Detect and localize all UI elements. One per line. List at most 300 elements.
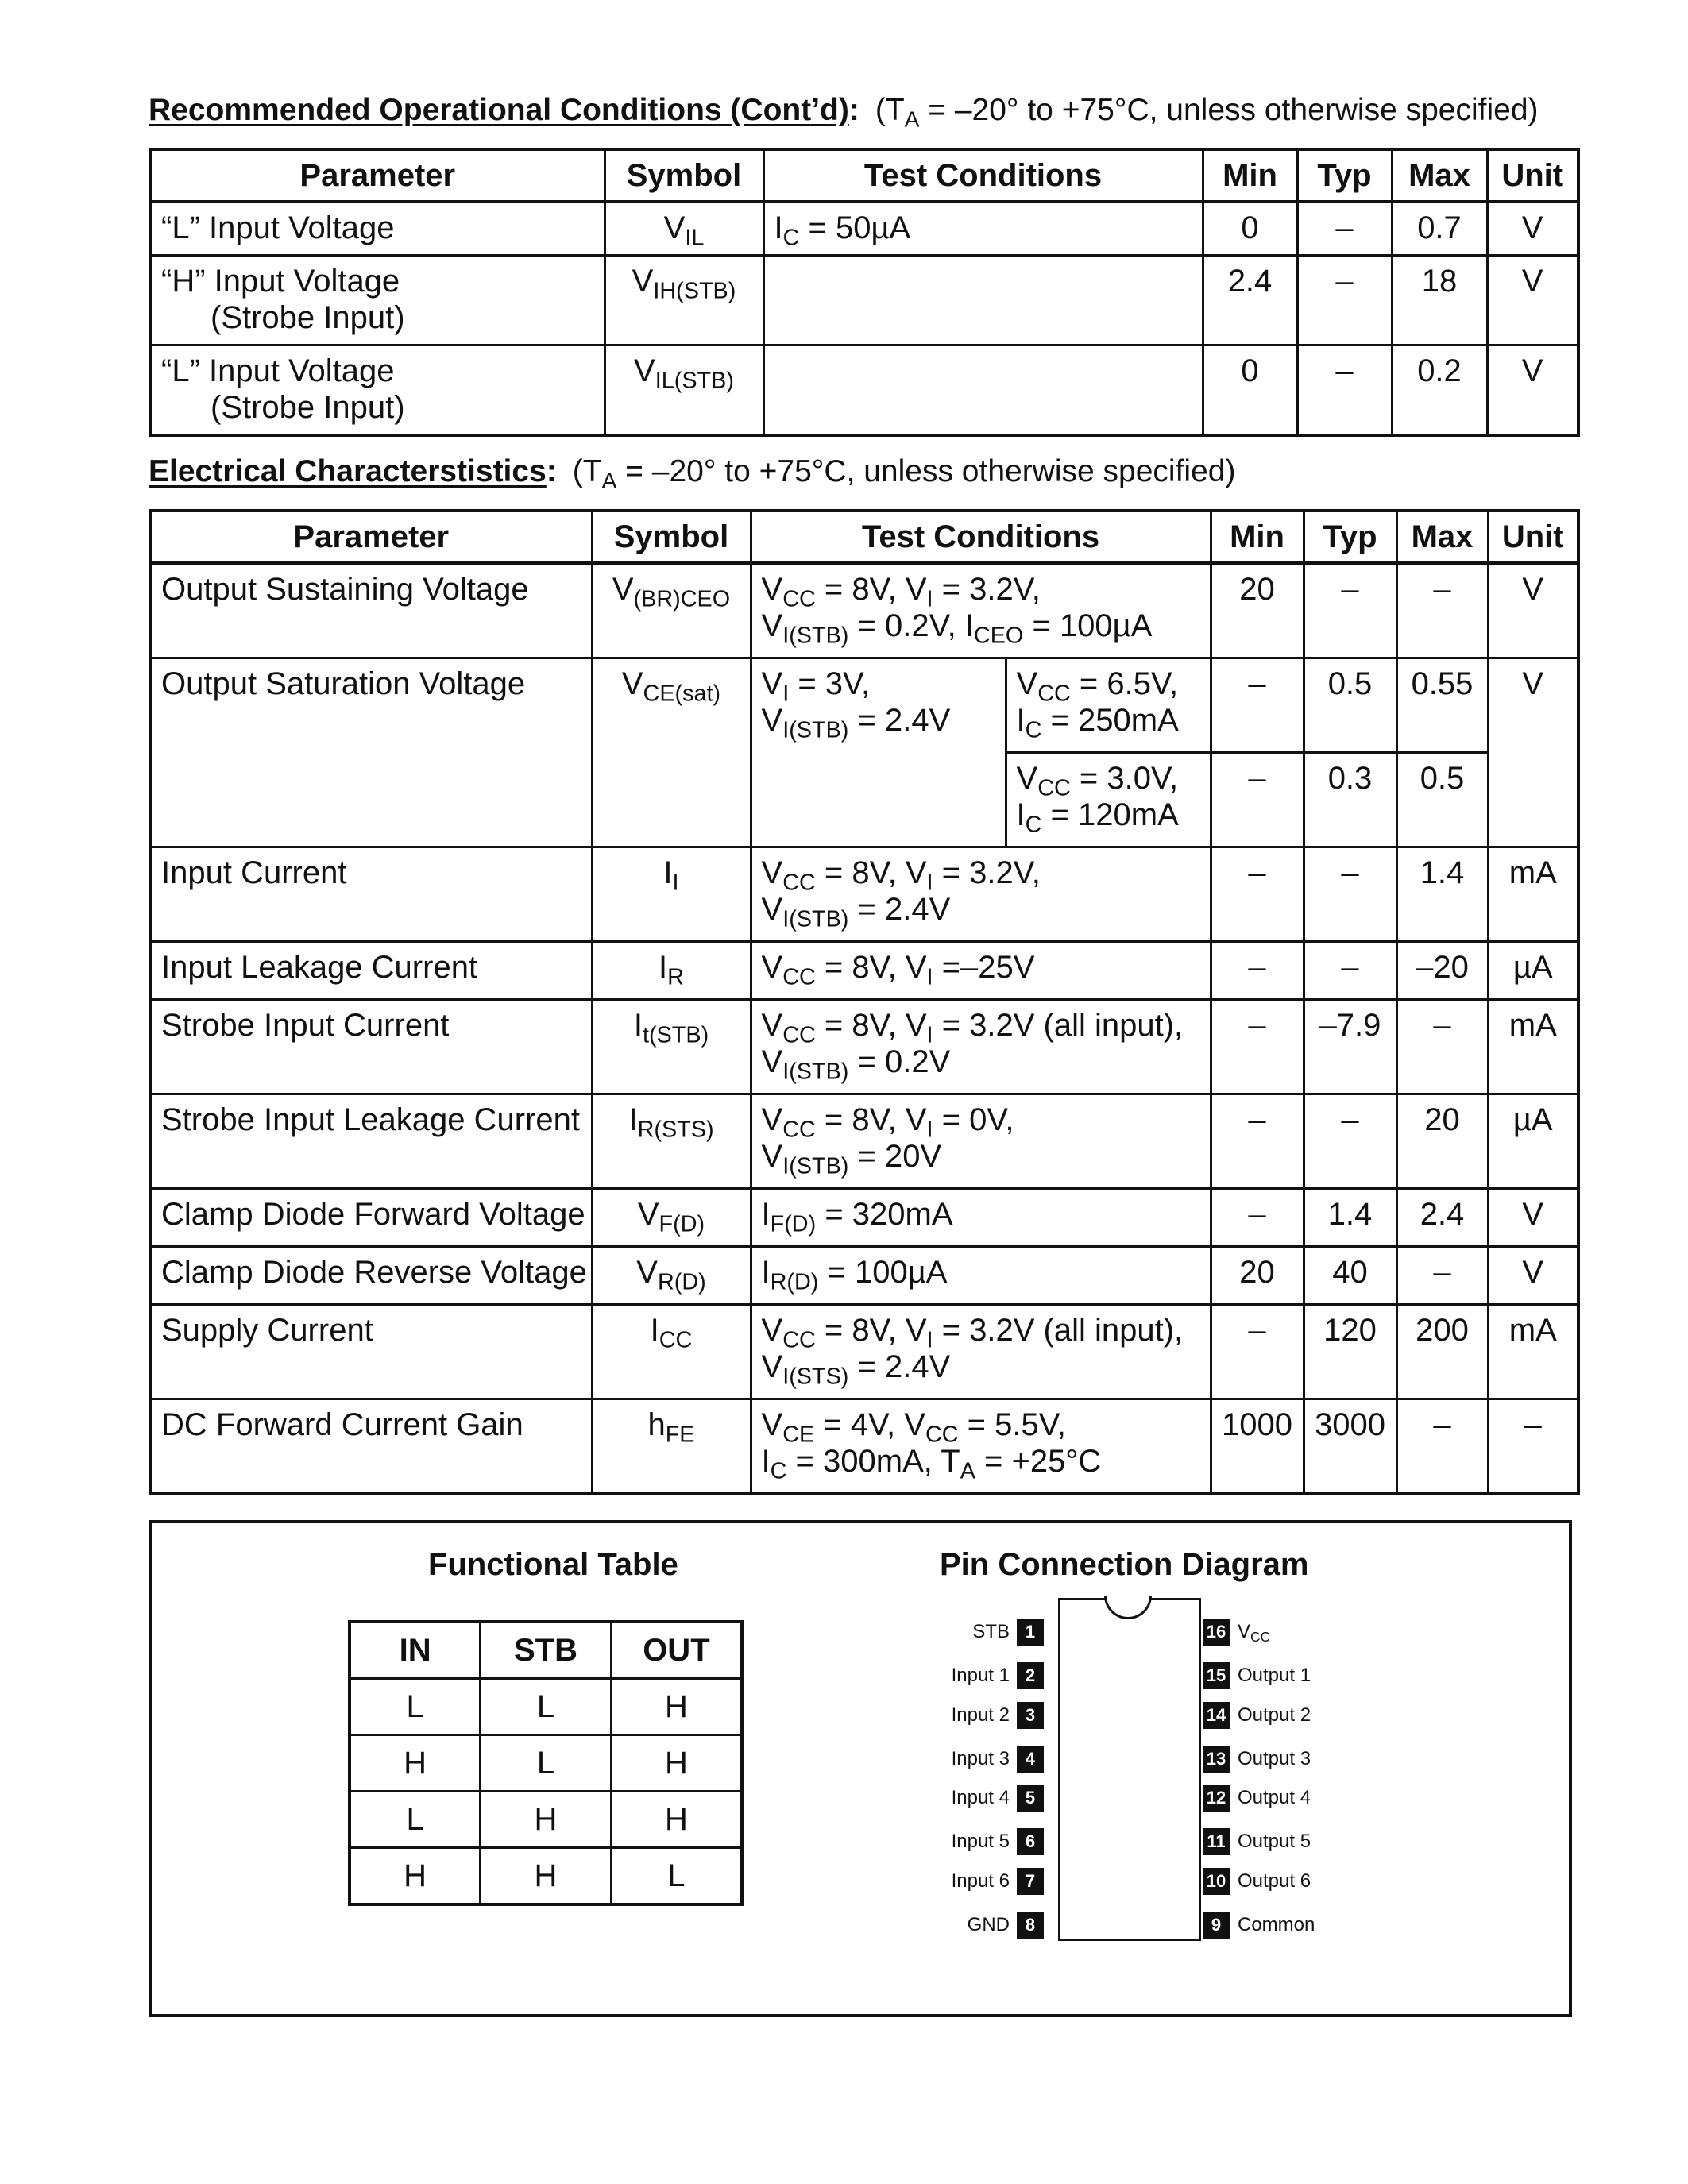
min-cell: 20: [1211, 1247, 1304, 1305]
cond-text: = 3.0V,: [1070, 761, 1179, 796]
table-cell: H: [611, 1735, 742, 1792]
max-cell: 0.55: [1396, 658, 1488, 753]
cond-text: = 5.5V,: [958, 1407, 1066, 1442]
cond-text: = 8V, V: [815, 1313, 927, 1348]
pin-number: 16: [1203, 1619, 1230, 1646]
pin-number: 2: [1017, 1662, 1044, 1689]
cond-text: = 3.2V,: [933, 572, 1041, 607]
cond-text: V: [1016, 666, 1038, 701]
functional-table: [348, 1620, 744, 1906]
typ-cell: –: [1297, 202, 1392, 256]
pin-label: [1238, 1662, 1311, 1689]
cond-text: = 3.2V (all input),: [933, 1008, 1184, 1043]
table-cell: H: [350, 1735, 481, 1792]
cond-text: V: [761, 703, 783, 738]
typ-cell: –7.9: [1304, 1000, 1396, 1094]
condition-line: [761, 1044, 1200, 1085]
cond-text: V: [761, 1139, 783, 1174]
table-row: [150, 942, 1578, 1000]
param-cell: Output Saturation Voltage: [150, 658, 592, 847]
pin-label-text: Output 5: [1238, 1831, 1311, 1852]
pin-label-text: V: [1238, 1621, 1251, 1642]
unit-cell: V: [1488, 658, 1578, 847]
cond-text: = 20V: [848, 1139, 942, 1174]
cond-text: I: [774, 210, 783, 245]
condition-cell: [751, 563, 1211, 658]
table-cell: H: [350, 1848, 481, 1905]
col-max: Max: [1396, 511, 1488, 563]
cond-text: =–25V: [933, 950, 1035, 985]
table-row: [150, 1247, 1578, 1305]
symbol-cell: [592, 847, 751, 942]
table-row: [150, 1305, 1578, 1399]
condition-cell: [751, 1399, 1211, 1495]
cond-sub: I: [782, 681, 790, 707]
pin-label-text: Output 2: [1238, 1704, 1311, 1726]
unit-cell: V: [1488, 1247, 1578, 1305]
symbol-sub: R(D): [657, 1269, 706, 1295]
pin-label: GND: [967, 1914, 1010, 1935]
max-cell: 2.4: [1396, 1189, 1488, 1247]
condition-line: [761, 571, 1200, 612]
param-cell: Clamp Diode Forward Voltage: [150, 1189, 592, 1247]
col-in: IN: [350, 1622, 481, 1679]
recommended-cond-sub: A: [904, 106, 920, 132]
electrical-cond-post: = –20° to +75°C, unless otherwise specified): [616, 454, 1236, 488]
pin-number: 5: [1017, 1785, 1044, 1812]
recommended-title: Recommended Operational Conditions (Cont’d): [149, 93, 849, 127]
table-row: [150, 1189, 1578, 1247]
cond-text: = 8V, V: [815, 855, 927, 890]
condition-cell: [1006, 658, 1211, 753]
pin-number: 7: [1017, 1868, 1044, 1895]
pin-label: [1238, 1912, 1315, 1939]
cond-sub: I(STS): [782, 1364, 849, 1390]
col-symbol: Symbol: [605, 149, 763, 202]
cond-text: = 8V, V: [815, 1008, 927, 1043]
max-cell: –: [1396, 1000, 1488, 1094]
condition-line: [761, 1102, 1200, 1143]
cond-text: V: [761, 1407, 783, 1442]
typ-cell: –: [1304, 563, 1396, 658]
pin-label-text: Common: [1238, 1914, 1315, 1935]
table-cell: H: [611, 1792, 742, 1848]
symbol-cell: [592, 1399, 751, 1495]
cond-sub: CC: [782, 1022, 816, 1048]
recommended-cond-pre: (T: [875, 93, 905, 127]
cond-text: I: [761, 1255, 771, 1290]
cond-text: V: [761, 666, 783, 701]
symbol-sub: IL: [685, 225, 705, 251]
typ-cell: –: [1304, 1094, 1396, 1189]
condition-line: [761, 855, 1200, 896]
cond-text: V: [761, 892, 783, 927]
col-min: Min: [1203, 149, 1297, 202]
param-cell: Input Current: [150, 847, 592, 942]
cond-text: = 3.2V (all input),: [933, 1313, 1184, 1348]
table-row: [350, 1792, 742, 1848]
cond-sub: I(STB): [782, 717, 849, 743]
symbol-sub: t(STB): [642, 1022, 709, 1048]
typ-cell: –: [1297, 345, 1392, 436]
cond-text: = 100µA: [1023, 608, 1153, 643]
condition-line: [761, 702, 995, 743]
table-row: [350, 1848, 742, 1905]
typ-cell: –: [1297, 256, 1392, 345]
electrical-characteristics-heading: [149, 452, 1235, 492]
col-parameter: Parameter: [150, 149, 605, 202]
cond-sub: F(D): [770, 1211, 817, 1237]
condition-line: [1016, 760, 1200, 801]
pin-label: [1238, 1785, 1311, 1812]
cond-text: = 0.2V, I: [848, 608, 974, 643]
symbol-cell: [592, 1000, 751, 1094]
unit-cell: V: [1488, 563, 1578, 658]
cond-sub: CC: [782, 1327, 816, 1353]
symbol-text: V: [621, 666, 643, 701]
cond-sub: A: [960, 1458, 975, 1484]
symbol-cell: [605, 345, 763, 436]
min-cell: –: [1211, 658, 1304, 753]
cond-sub: I(STB): [782, 1059, 849, 1085]
pin-number: 4: [1017, 1746, 1044, 1773]
max-cell: –: [1396, 563, 1488, 658]
unit-cell: mA: [1488, 847, 1578, 942]
param-cell: Output Sustaining Voltage: [150, 563, 592, 658]
table-row: [150, 202, 1578, 256]
typ-cell: 120: [1304, 1305, 1396, 1399]
table-cell: L: [350, 1792, 481, 1848]
symbol-cell: [592, 1189, 751, 1247]
max-cell: –: [1396, 1247, 1488, 1305]
cond-text: = 6.5V,: [1070, 666, 1179, 701]
min-cell: 20: [1211, 563, 1304, 658]
cond-sub: CC: [782, 1117, 816, 1143]
typ-cell: –: [1304, 942, 1396, 1000]
pin-label: Input 2: [951, 1704, 1010, 1726]
pin-label-text: Output 3: [1238, 1748, 1311, 1769]
cond-text: I: [1016, 797, 1026, 832]
cond-text: V: [761, 1008, 783, 1043]
cond-text: = 100µA: [818, 1255, 948, 1290]
table-cell: L: [350, 1679, 481, 1735]
condition-cell: [751, 1000, 1211, 1094]
condition-cell: [751, 1305, 1211, 1399]
condition-line: [1016, 702, 1200, 743]
condition-cell: [751, 847, 1211, 942]
param-cell: DC Forward Current Gain: [150, 1399, 592, 1495]
pin-number: 15: [1203, 1662, 1230, 1689]
symbol-sub: IH(STB): [653, 278, 736, 304]
symbol-text: V: [632, 264, 654, 299]
cond-text: V: [761, 855, 783, 890]
table-row: [150, 1000, 1578, 1094]
param-cell: Supply Current: [150, 1305, 592, 1399]
recommended-conditions-table: [149, 148, 1580, 437]
symbol-text: I: [663, 855, 673, 890]
table-cell: L: [481, 1735, 612, 1792]
pin-label: STB: [972, 1621, 1010, 1642]
condition-line: [1016, 666, 1200, 707]
typ-cell: 3000: [1304, 1399, 1396, 1495]
cond-text: V: [1016, 761, 1038, 796]
unit-cell: mA: [1488, 1000, 1578, 1094]
cond-sub: CC: [782, 870, 816, 896]
condition-line: [761, 1196, 1200, 1237]
electrical-cond-pre: (T: [572, 454, 602, 488]
electrical-characteristics-table: [149, 509, 1580, 1495]
pin-number: 14: [1203, 1702, 1230, 1729]
condition-line: [761, 1138, 1200, 1179]
table-row: [150, 658, 1578, 753]
cond-sub: R(D): [770, 1269, 819, 1295]
pin-label: Input 4: [951, 1787, 1010, 1808]
condition-line: [761, 1349, 1200, 1390]
cond-sub: I(STB): [782, 1153, 849, 1179]
cond-text: = 320mA: [816, 1197, 953, 1232]
cond-text: = 50µA: [799, 210, 911, 245]
cond-text: V: [761, 1313, 783, 1348]
symbol-text: I: [633, 1008, 643, 1043]
condition-line: [761, 666, 995, 707]
symbol-sub: F(D): [659, 1211, 705, 1237]
symbol-text: V: [637, 1197, 659, 1232]
min-cell: –: [1211, 942, 1304, 1000]
pin-label: [1238, 1868, 1311, 1895]
table-row: [150, 256, 1578, 345]
pin-label: [1238, 1619, 1270, 1646]
min-cell: 0: [1203, 202, 1297, 256]
param-text: “L” Input Voltage: [161, 353, 395, 388]
min-cell: 0: [1203, 345, 1297, 436]
cond-sub: CC: [782, 586, 816, 612]
col-unit: Unit: [1488, 511, 1578, 563]
pin-number: 1: [1017, 1619, 1044, 1646]
cond-text: = 2.4V: [848, 1349, 951, 1384]
unit-cell: –: [1488, 1399, 1578, 1495]
condition-cell: [751, 942, 1211, 1000]
table-cell: L: [611, 1848, 742, 1905]
recommended-conditions-heading: [149, 91, 1539, 130]
max-cell: 0.5: [1396, 753, 1488, 847]
cond-sub: CC: [1037, 775, 1071, 801]
cond-text: I: [761, 1197, 771, 1232]
pin-number: 8: [1017, 1912, 1044, 1939]
recommended-cond-post: = –20° to +75°C, unless otherwise specified): [919, 93, 1539, 127]
symbol-text: V: [634, 353, 655, 388]
col-unit: Unit: [1487, 149, 1578, 202]
param-note: (Strobe Input): [211, 300, 405, 335]
pin-number: 3: [1017, 1702, 1044, 1729]
condition-line: [761, 608, 1200, 649]
unit-cell: µA: [1488, 1094, 1578, 1189]
symbol-cell: [592, 563, 751, 658]
cond-sub: C: [782, 225, 800, 251]
col-out: OUT: [611, 1622, 742, 1679]
cond-text: I: [761, 1444, 771, 1479]
symbol-sub: (BR)CEO: [633, 586, 731, 612]
table-cell: L: [481, 1679, 612, 1735]
max-cell: 18: [1392, 256, 1487, 345]
pin-label: [1238, 1746, 1311, 1773]
col-typ: Typ: [1304, 511, 1396, 563]
ic-package: [1058, 1598, 1201, 1941]
condition-cell: [1006, 753, 1211, 847]
unit-cell: V: [1487, 345, 1578, 436]
condition-line: [1016, 797, 1200, 838]
pin-label-text: Output 6: [1238, 1870, 1311, 1892]
symbol-text: V: [612, 572, 634, 607]
cond-sub: I: [926, 1117, 933, 1143]
cond-sub: I: [926, 964, 933, 990]
pin-label: Input 5: [951, 1831, 1010, 1852]
param-cell: Input Leakage Current: [150, 942, 592, 1000]
condition-line: [761, 1007, 1200, 1048]
max-cell: 20: [1396, 1094, 1488, 1189]
param-cell: Strobe Input Current: [150, 1000, 592, 1094]
table-cell: H: [481, 1848, 612, 1905]
pin-number: 9: [1203, 1912, 1230, 1939]
pin-number: 12: [1203, 1785, 1230, 1812]
symbol-sub: CE(sat): [643, 681, 721, 707]
cond-text: V: [761, 572, 783, 607]
condition-cell: [751, 1094, 1211, 1189]
symbol-sub: FE: [665, 1422, 695, 1448]
functional-table-title: Functional Table: [428, 1547, 678, 1582]
unit-cell: mA: [1488, 1305, 1578, 1399]
pin-label: [1238, 1828, 1311, 1855]
cond-text: = 2.4V: [848, 892, 951, 927]
pin-label: [1238, 1702, 1311, 1729]
col-test-conditions: Test Conditions: [763, 149, 1203, 202]
symbol-cell: [592, 1094, 751, 1189]
condition-line: [761, 1443, 1200, 1484]
condition-cell: [763, 345, 1203, 436]
symbol-cell: [605, 256, 763, 345]
cond-text: = 0V,: [933, 1102, 1014, 1137]
condition-cell: [763, 202, 1203, 256]
typ-cell: 1.4: [1304, 1189, 1396, 1247]
col-test-conditions: Test Conditions: [751, 511, 1211, 563]
cond-text: = 300mA, T: [786, 1444, 960, 1479]
cond-sub: CC: [925, 1422, 959, 1448]
unit-cell: V: [1487, 202, 1578, 256]
cond-sub: CC: [1037, 681, 1071, 707]
param-text: “L” Input Voltage: [161, 210, 395, 245]
cond-text: V: [761, 1044, 783, 1079]
pin-label-text: Output 1: [1238, 1665, 1311, 1686]
table-row: [350, 1679, 742, 1735]
col-parameter: Parameter: [150, 511, 592, 563]
symbol-sub: IL(STB): [655, 368, 734, 394]
cond-sub: C: [770, 1458, 787, 1484]
cond-text: V: [761, 1349, 783, 1384]
symbol-sub: R: [667, 964, 684, 990]
pin-label: Input 1: [951, 1665, 1010, 1686]
symbol-cell: [592, 942, 751, 1000]
symbol-text: h: [647, 1407, 666, 1442]
cond-text: = +25°C: [975, 1444, 1102, 1479]
table-header-row: [350, 1622, 742, 1679]
col-stb: STB: [481, 1622, 612, 1679]
cond-sub: I: [926, 1022, 933, 1048]
electrical-cond-sub: A: [601, 468, 617, 493]
cond-sub: I(STB): [782, 906, 849, 932]
condition-line: [761, 1312, 1200, 1353]
max-cell: 0.7: [1392, 202, 1487, 256]
max-cell: 1.4: [1396, 847, 1488, 942]
cond-text: = 8V, V: [815, 572, 927, 607]
symbol-sub: I: [672, 870, 679, 896]
pin-diagram-title: Pin Connection Diagram: [940, 1547, 1309, 1582]
param-cell: Strobe Input Leakage Current: [150, 1094, 592, 1189]
symbol-cell: [592, 658, 751, 847]
unit-cell: V: [1488, 1189, 1578, 1247]
table-cell: H: [611, 1679, 742, 1735]
table-row: [350, 1735, 742, 1792]
pin-label-sub: CC: [1250, 1629, 1270, 1646]
condition-cell: [763, 256, 1203, 345]
cond-text: V: [761, 950, 783, 985]
pin-number: 11: [1203, 1828, 1230, 1855]
table-row: [150, 847, 1578, 942]
table-row: [150, 1094, 1578, 1189]
symbol-text: I: [659, 950, 668, 985]
max-cell: 200: [1396, 1305, 1488, 1399]
table-row: [150, 563, 1578, 658]
pin-number: 13: [1203, 1746, 1230, 1773]
cond-sub: CEO: [973, 623, 1024, 649]
col-min: Min: [1211, 511, 1304, 563]
electrical-title: Electrical Characterstistics: [149, 454, 547, 488]
symbol-sub: R(STS): [637, 1117, 714, 1143]
cond-text: = 8V, V: [815, 950, 927, 985]
max-cell: 0.2: [1392, 345, 1487, 436]
condition-line: [761, 1254, 1200, 1295]
min-cell: 1000: [1211, 1399, 1304, 1495]
cond-text: = 2.4V: [848, 703, 951, 738]
table-header-row: [150, 149, 1578, 202]
param-cell: [150, 202, 605, 256]
table-row: [150, 345, 1578, 436]
min-cell: –: [1211, 1000, 1304, 1094]
cond-sub: I: [926, 586, 933, 612]
symbol-text: V: [636, 1255, 658, 1290]
cond-sub: CE: [782, 1422, 815, 1448]
condition-line: [761, 1406, 1200, 1448]
cond-sub: C: [1025, 717, 1042, 743]
min-cell: –: [1211, 847, 1304, 942]
param-cell: Clamp Diode Reverse Voltage: [150, 1247, 592, 1305]
condition-cell: [751, 658, 1006, 847]
col-typ: Typ: [1297, 149, 1392, 202]
cond-text: = 120mA: [1041, 797, 1179, 832]
cond-text: I: [1016, 703, 1026, 738]
pin-label: Input 3: [951, 1748, 1010, 1769]
cond-sub: CC: [782, 964, 816, 990]
pin-label: Input 6: [951, 1870, 1010, 1892]
cond-text: = 4V, V: [814, 1407, 925, 1442]
cond-sub: I: [926, 1327, 933, 1353]
condition-line: [761, 949, 1200, 990]
min-cell: –: [1211, 1305, 1304, 1399]
cond-text: = 0.2V: [848, 1044, 951, 1079]
min-cell: –: [1211, 1094, 1304, 1189]
param-note: (Strobe Input): [211, 390, 405, 425]
typ-cell: 40: [1304, 1247, 1396, 1305]
cond-text: = 3V,: [789, 666, 871, 701]
col-max: Max: [1392, 149, 1487, 202]
